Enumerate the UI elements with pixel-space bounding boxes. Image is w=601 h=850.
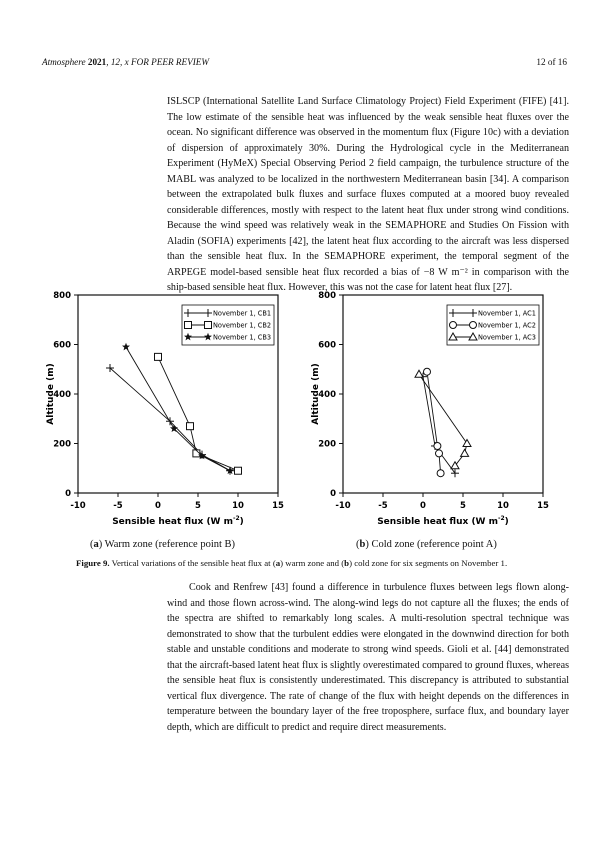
page-number: 12 of 16: [536, 57, 567, 67]
data-point: [187, 423, 194, 430]
chart-warm-zone: [40, 285, 290, 540]
x-axis-label: Sensible heat flux (W $m^{-2}$): [377, 515, 509, 527]
y-tick-label: 200: [318, 439, 336, 450]
data-point: [436, 450, 443, 457]
legend-label: November 1, AC2: [478, 321, 536, 330]
x-tick-label: -10: [70, 501, 86, 511]
legend-label: November 1, CB1: [213, 309, 272, 318]
legend-label: November 1, CB2: [213, 321, 272, 330]
figure-caption: Figure 9. Vertical variations of the sensible heat flux at (a) warm zone and (b) cold zone for six segments on November 1.: [76, 558, 508, 568]
x-tick-label: -5: [378, 501, 388, 511]
y-tick-label: 400: [53, 390, 71, 400]
legend-marker: [185, 322, 192, 329]
series-line: [427, 372, 441, 474]
data-point: [424, 368, 431, 375]
cold-zone-plot: [305, 285, 555, 535]
journal-citation: Atmosphere 2021, 12, x FOR PEER REVIEW: [42, 57, 210, 67]
series-line: [419, 374, 467, 466]
x-axis-label: Sensible heat flux (W $m^{-2}$): [112, 515, 244, 527]
legend-label: November 1, AC1: [478, 309, 536, 318]
x-tick-label: -5: [113, 501, 123, 511]
y-axis-label: Altitude (m): [311, 363, 321, 425]
legend-label: November 1, AC3: [478, 333, 536, 342]
legend-marker: [450, 322, 457, 329]
legend-marker: [205, 322, 212, 329]
series-line: [126, 347, 230, 471]
x-tick-label: -10: [335, 501, 351, 511]
legend-marker: [470, 322, 477, 329]
data-point: [122, 343, 130, 351]
data-point: [155, 353, 162, 360]
data-point: [415, 370, 423, 377]
y-tick-label: 800: [318, 291, 336, 301]
body-paragraph-2: Cook and Renfrew [43] found a difference in turbulence fluxes between legs flown along-wind and those flown across-wind. The along-wind legs do not capture all the fluxes; the ends of the spectra are shifted to remarkably long scales. A multi-resolution spectral technique was demonstrated to show that the turbulent eddies were elongated in the downwind direction for both stable and unstable conditions and moderate to strong wind speeds. Gioli et al. [44] demonstrated that the aircraft-based latent heat flux is slightly overestimated compared to ground fluxes, whereas the sensible heat flux is consistently underestimated. This discrepancy is attributed to substantial vertical flux divergence. The rate of change of the flux with height depends on the differences in temperature between the boundary layer of the free troposphere, surface flux, and boundary layer depth, which are difficult to predict and require direct measurements.: [167, 582, 569, 733]
data-point: [437, 470, 444, 477]
y-axis-label: Altitude (m): [46, 363, 56, 425]
y-tick-label: 0: [65, 489, 71, 499]
page-header: [42, 57, 567, 67]
data-point: [434, 442, 441, 449]
data-point: [235, 467, 242, 474]
x-tick-label: 0: [155, 501, 161, 511]
y-tick-label: 400: [318, 390, 336, 400]
y-tick-label: 600: [318, 340, 336, 351]
subcaption-a: (a) Warm zone (reference point B): [90, 539, 236, 550]
data-point: [461, 449, 469, 456]
y-tick-label: 800: [53, 291, 71, 301]
x-tick-label: 15: [272, 501, 284, 511]
y-tick-label: 0: [330, 489, 336, 499]
body-paragraph-1: ISLSCP (International Satellite Land Surface Climatology Project) Field Experiment (FIFE) [41]. The low estimate of the sensible heat was influenced by the weak sensible heat fluxes over the ocean. No significant difference was observed in the momentum flux (Figure 10c) with a deviation of dispersion of approximately 30%. During the Hydrological cycle in the Mediterranean Experiment (HyMeX) Special Observing Period 2 field campaign, the turbulence structure of the MABL was analyzed to be localized in the northwestern Mediterranean basin [34]. A comparison between the extrapolated bulk fluxes and surface fluxes computed at a moored buoy revealed considerable differences, mostly with respect to the latent heat flux under strong wind conditions. Because the wind speed was relatively weak in the SEMAPHORE and Studies On Fission with Aladin (SOFIA) experiments [42], the latent heat flux according to the aircraft was less dispersed than the sensible heat flux. In the SEMAPHORE experiment, the temporal segment of the ARPEGE model-based sensible heat flux recorded a bias of −8 W m⁻² in comparison with the ship-based sensible heat flux. However, this was not the case for latent heat flux [27].: [167, 96, 569, 293]
legend-label: November 1, CB3: [213, 333, 272, 342]
data-point: [463, 440, 471, 447]
warm-zone-plot: [40, 285, 290, 535]
x-tick-label: 15: [537, 501, 549, 511]
x-tick-label: 5: [195, 501, 201, 511]
x-tick-label: 10: [232, 501, 244, 511]
chart-cold-zone: [305, 285, 555, 540]
x-tick-label: 5: [460, 501, 466, 511]
x-tick-label: 10: [497, 501, 509, 511]
data-point: [451, 469, 459, 477]
subcaption-b: (b) Cold zone (reference point A): [356, 539, 497, 550]
x-tick-label: 0: [420, 501, 426, 511]
y-tick-label: 200: [53, 439, 71, 450]
y-tick-label: 600: [53, 340, 71, 351]
